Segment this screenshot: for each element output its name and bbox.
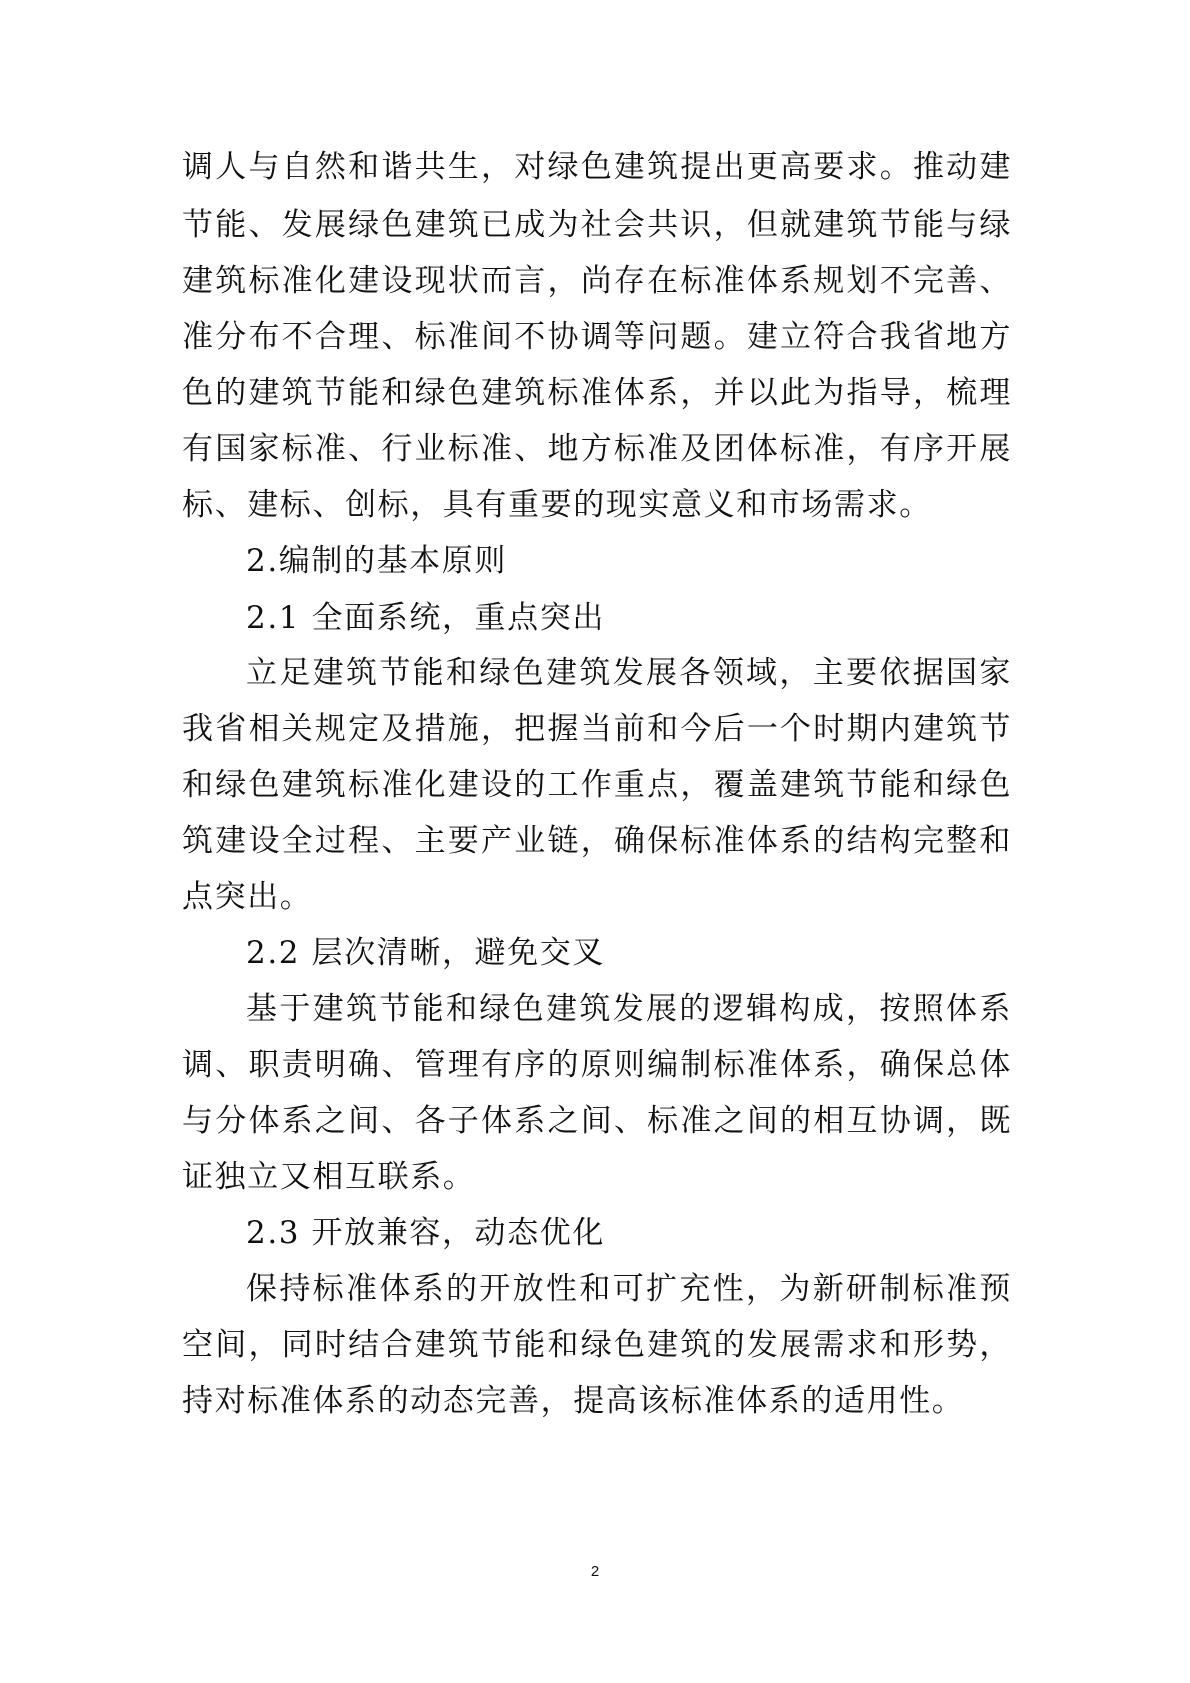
paragraph-line: 保持标准体系的开放性和可扩充性，为新研制标准预: [246, 1271, 1012, 1307]
paragraph-line: 调人与自然和谐共生，对绿色建筑提出更高要求。推动建: [182, 149, 1012, 185]
paragraph-line: 持对标准体系的动态完善，提高该标准体系的适用性。: [182, 1383, 965, 1419]
paragraph-line: 和绿色建筑标准化建设的工作重点，覆盖建筑节能和绿色: [182, 767, 1012, 803]
paragraph-line: 调、职责明确、管理有序的原则编制标准体系，确保总体: [182, 1047, 1012, 1083]
paragraph-line: 立足建筑节能和绿色建筑发展各领域，主要依据国家: [246, 655, 1012, 691]
section-heading: 2.编制的基本原则: [246, 543, 507, 579]
paragraph-line: 准分布不合理、标准间不协调等问题。建立符合我省地方: [182, 319, 1012, 355]
paragraph-line: 筑建设全过程、主要产业链，确保标准体系的结构完整和: [182, 823, 1012, 859]
paragraph-line: 空间，同时结合建筑节能和绿色建筑的发展需求和形势，: [182, 1327, 1012, 1363]
paragraph-line: 节能、发展绿色建筑已成为社会共识，但就建筑节能与绿: [182, 207, 1012, 243]
paragraph-line: 色的建筑节能和绿色建筑标准体系，并以此为指导，梳理: [182, 375, 1012, 411]
paragraph-line: 有国家标准、行业标准、地方标准及团体标准，有序开展: [182, 431, 1012, 467]
subsection-heading: 2.1 全面系统，重点突出: [246, 600, 605, 636]
paragraph-line: 标、建标、创标，具有重要的现实意义和市场需求。: [182, 487, 932, 523]
paragraph-line: 我省相关规定及措施，把握当前和今后一个时期内建筑节: [182, 711, 1012, 747]
paragraph-line: 与分体系之间、各子体系之间、标准之间的相互协调，既: [182, 1103, 1012, 1139]
paragraph-line: 建筑标准化建设现状而言，尚存在标准体系规划不完善、: [182, 263, 1012, 299]
paragraph-line: 点突出。: [182, 879, 313, 915]
paragraph-line: 基于建筑节能和绿色建筑发展的逻辑构成，按照体系: [246, 991, 1012, 1027]
paragraph-line: 证独立又相互联系。: [182, 1159, 476, 1195]
page-number: 2: [590, 1563, 600, 1580]
subsection-heading: 2.2 层次清晰，避免交叉: [246, 935, 605, 971]
subsection-heading: 2.3 开放兼容，动态优化: [246, 1215, 605, 1251]
